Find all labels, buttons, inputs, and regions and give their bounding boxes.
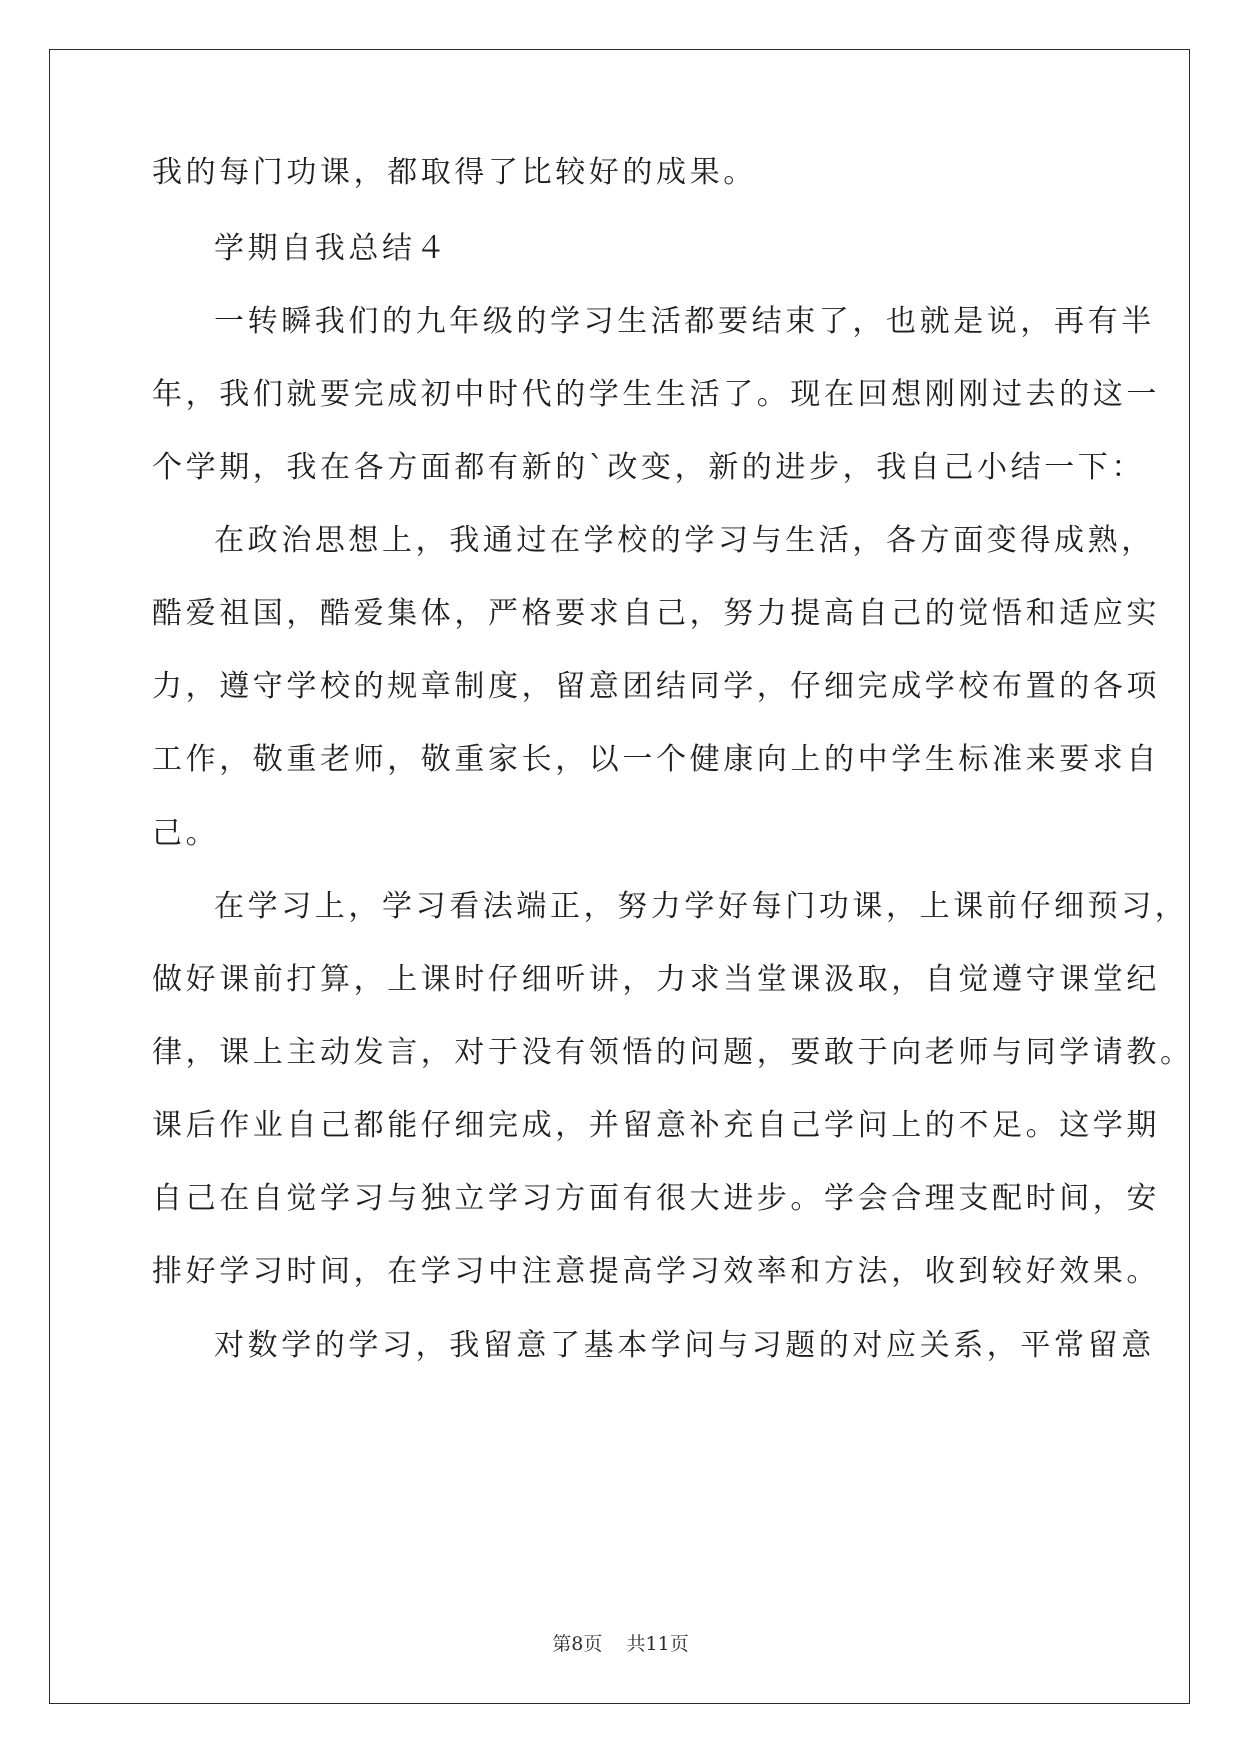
footer-total-suffix: 页 xyxy=(669,1633,689,1655)
section-heading: 学期自我总结４ xyxy=(214,231,450,266)
text-line-10: 己。 xyxy=(152,816,220,851)
page-footer xyxy=(0,1632,1241,1656)
text-line-5: 个学期，我在各方面都有新的`改变，新的进步，我自己小结一下： xyxy=(152,450,1145,485)
footer-page-total: 11 xyxy=(645,1633,670,1655)
text-line-9: 工作，敬重老师，敬重家长，以一个健康向上的中学生标准来要求自 xyxy=(152,742,1160,777)
text-line-15: 自己在自觉学习与独立学习方面有很大进步。学会合理支配时间，安 xyxy=(152,1181,1160,1216)
text-line-1: 我的每门功课，都取得了比较好的成果。 xyxy=(152,155,757,190)
footer-page-prefix: 第 xyxy=(552,1633,572,1655)
text-line-13: 律，课上主动发言，对于没有领悟的问题，要敢于向老师与同学请教。 xyxy=(152,1035,1194,1070)
text-line-4: 年，我们就要完成初中时代的学生生活了。现在回想刚刚过去的这一 xyxy=(152,377,1160,412)
text-line-3: 一转瞬我们的九年级的学习生活都要结束了，也就是说，再有半 xyxy=(214,304,1155,339)
footer-page-mid: 页 xyxy=(583,1633,603,1655)
footer-page-current: 8 xyxy=(571,1633,584,1655)
page-border xyxy=(49,49,1190,1704)
text-line-17: 对数学的学习，我留意了基本学问与习题的对应关系，平常留意 xyxy=(214,1328,1155,1363)
text-line-12: 做好课前打算，上课时仔细听讲，力求当堂课汲取，自觉遵守课堂纪 xyxy=(152,962,1160,997)
text-line-8: 力，遵守学校的规章制度，留意团结同学，仔细完成学校布置的各项 xyxy=(152,669,1160,704)
footer-total-prefix: 共 xyxy=(626,1633,646,1655)
text-line-11: 在学习上，学习看法端正，努力学好每门功课，上课前仔细预习， xyxy=(214,889,1189,924)
text-line-14: 课后作业自己都能仔细完成，并留意补充自己学问上的不足。这学期 xyxy=(152,1108,1160,1143)
text-line-6: 在政治思想上，我通过在学校的学习与生活，各方面变得成熟， xyxy=(214,523,1155,558)
text-line-7: 酷爱祖国，酷爱集体，严格要求自己，努力提高自己的觉悟和适应实 xyxy=(152,596,1160,631)
text-line-16: 排好学习时间，在学习中注意提高学习效率和方法，收到较好效果。 xyxy=(152,1254,1160,1289)
